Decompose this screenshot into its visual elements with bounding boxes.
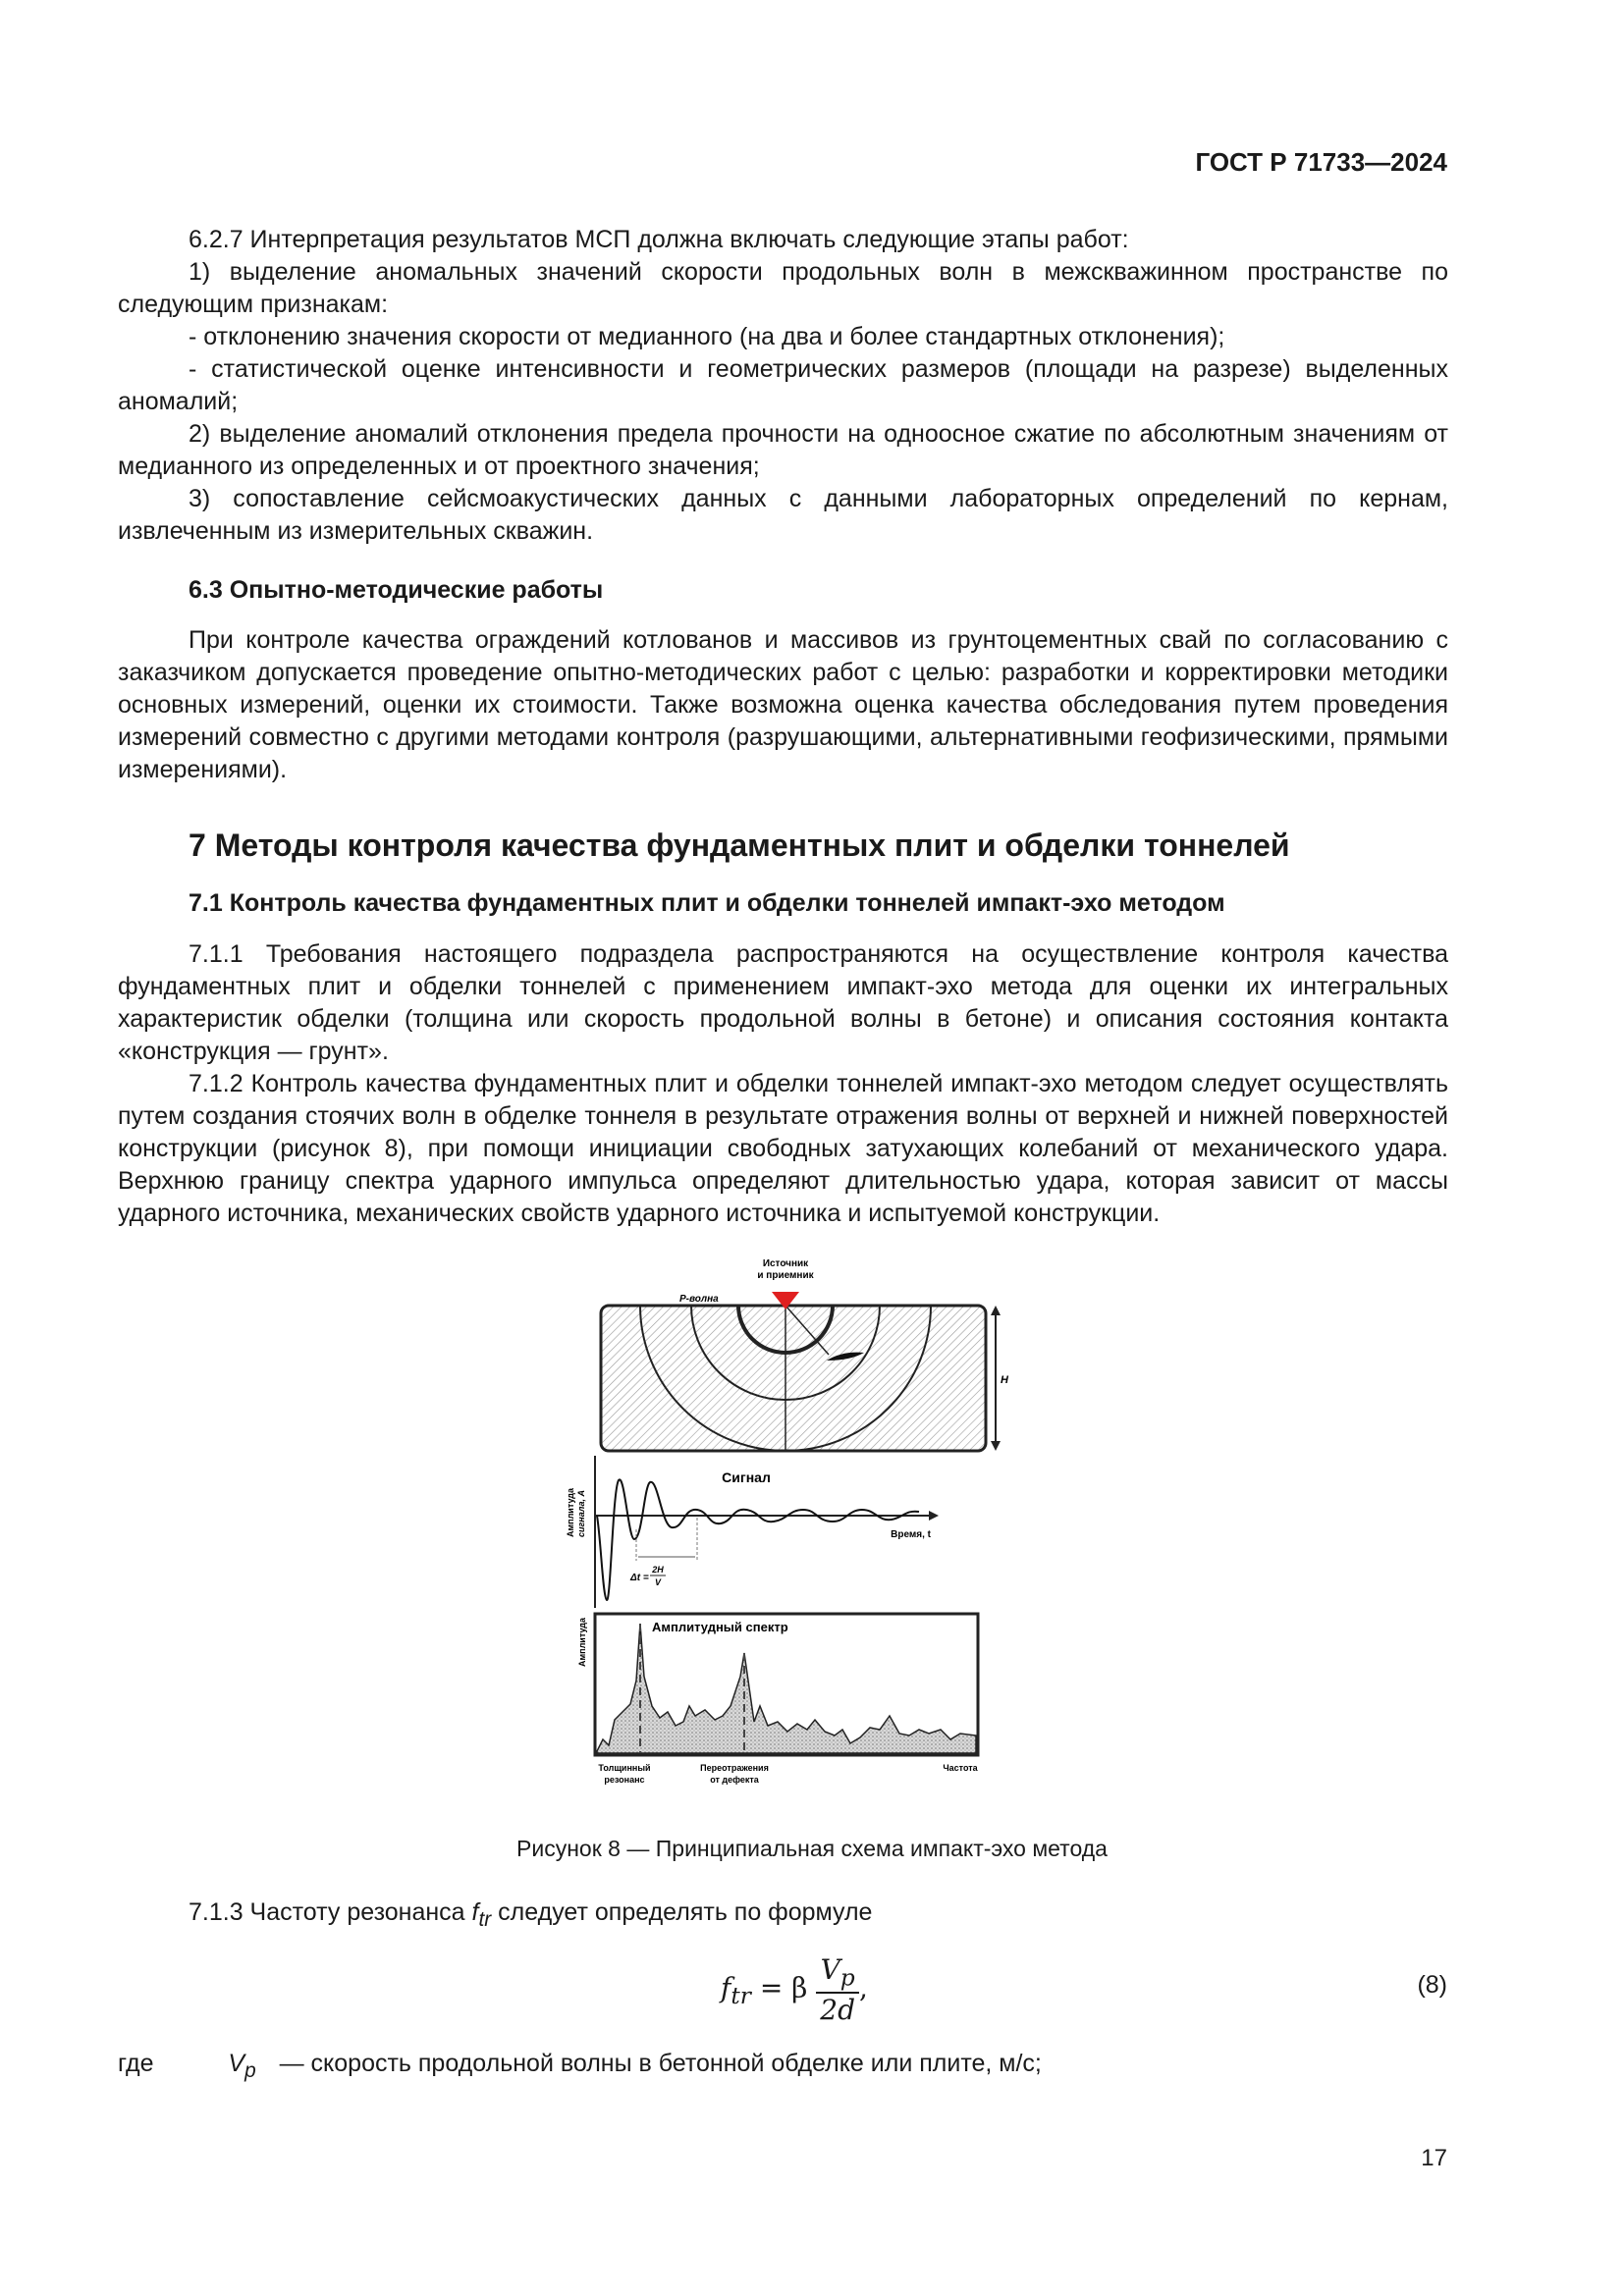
defect-label-line1: Переотражения	[700, 1763, 769, 1773]
defect-label-line2: от дефекта	[710, 1775, 759, 1785]
paragraph-627-bullet1: - отклонению значения скорости от медианного (на два и более стандартных отклонения);	[189, 323, 1225, 350]
paragraph-627-item3: 3) сопоставление сейсмоакустических данных с данными лабораторных определений по кернам, извлеченным из измерительных скважин.	[118, 485, 1448, 545]
paragraph-627-item2: 2) выделение аномалий отклонения предела прочности на одноосное сжатие по абсолютным значениям от медианного из определенных и от проектного значения;	[118, 420, 1448, 480]
section-7-heading: 7 Методы контроля качества фундаментных плит и обделки тоннелей	[189, 828, 1290, 863]
source-label-line2: и приемник	[757, 1270, 814, 1281]
where-variable-sub: p	[244, 2059, 256, 2082]
dt-label: Δt =	[630, 1573, 649, 1583]
where-description: — скорость продольной волны в бетонной обделке или плите, м/с;	[279, 2050, 1042, 2077]
formula-row	[0, 1953, 1624, 2026]
resonance-label-line2: резонанс	[604, 1775, 645, 1785]
equation-number: (8)	[1417, 1971, 1447, 1999]
resonance-label-line1: Толщинный	[598, 1763, 651, 1773]
p713-variable: f	[471, 1898, 479, 1926]
document-code: ГОСТ Р 71733—2024	[1195, 147, 1447, 177]
dt-numerator: 2H	[652, 1565, 664, 1575]
figure-caption: Рисунок 8 — Принципиальная схема импакт-эхо метода	[516, 1836, 1108, 1861]
page-number: 17	[1421, 2145, 1447, 2171]
where-definition	[118, 2050, 1042, 2083]
section-71-heading: 7.1 Контроль качества фундаментных плит и обделки тоннелей импакт-эхо методом	[189, 889, 1225, 917]
dt-denominator: V	[654, 1577, 662, 1587]
paragraph-712: 7.1.2 Контроль качества фундаментных плит и обделки тоннелей импакт-эхо методом следует осуществлять путем создания стоячих волн в обделке тоннеля в результате отражения волны от верхней и нижней поверхностей конструкции (рисунок 8), при помощи инициации свободных затухающих колебаний от механического удара. Верхнюю границу спектра ударного импульса определяют длительностью удара, которая зависит от массы ударного источника, механических свойств ударного источника и испытуемой конструкции.	[118, 1070, 1448, 1227]
signal-ylabel-line1: Амплитуда	[566, 1488, 575, 1537]
p-wave-label: P-волна	[679, 1294, 719, 1305]
paragraph-711: 7.1.1 Требования настоящего подраздела распространяются на осуществление контроля качества фундаментных плит и обделки тоннелей с применением импакт-эхо метода для оценки их интегральных характеристик обделки (толщина или скорость продольной волны в бетоне) и описания состояния контакта «конструкция — грунт».	[118, 940, 1448, 1065]
axis-arrow-icon	[929, 1511, 939, 1521]
thickness-label: H	[1001, 1374, 1008, 1386]
paragraph-713	[118, 1896, 1448, 1936]
formula-8	[721, 1953, 868, 2026]
spectrum-title: Амплитудный спектр	[652, 1620, 788, 1634]
p713-text-after: следует определять по формуле	[491, 1898, 873, 1926]
dimension-arrow-icon	[991, 1306, 1001, 1315]
dimension-arrow-icon	[991, 1441, 1001, 1451]
formula-tail: ,	[859, 1971, 868, 2004]
where-word: где	[118, 2050, 154, 2077]
formula-num-sub: p	[839, 1963, 855, 1992]
paragraph-627-bullet2: - статистической оценке интенсивности и геометрических размеров (площади на разрезе) выделенных аномалий;	[118, 355, 1448, 415]
p713-subscript: tr	[478, 1908, 492, 1931]
formula-numerator	[816, 1953, 859, 1994]
formula-lhs-sub: tr	[731, 1981, 751, 2009]
paragraph-63: При контроле качества ограждений котлованов и массивов из грунтоцементных свай по согласованию с заказчиком допускается проведение опытно-методических работ с целью: разработки и корректировки методики основных измерений, оценки их стоимости. Также возможна оценка качества обследования путем проведения измерений совместно с другими методами контроля (разрушающими, альтернативными геофизическими, прямыми измерениями).	[118, 626, 1448, 783]
signal-title: Сигнал	[722, 1469, 771, 1485]
signal-ylabel-line2: сигнала, A	[576, 1490, 586, 1537]
formula-num-var: V	[820, 1953, 840, 1986]
frequency-label: Частота	[943, 1763, 978, 1773]
source-label-line1: Источник	[762, 1258, 809, 1269]
time-label: Время, t	[891, 1529, 931, 1540]
formula-equals: = β	[759, 1971, 808, 2004]
paragraph-627-intro: 6.2.7 Интерпретация результатов МСП должна включать следующие этапы работ:	[189, 226, 1129, 253]
impact-echo-figure	[550, 1245, 1008, 1814]
p713-text-before: 7.1.3 Частоту резонанса	[189, 1898, 472, 1926]
where-variable: V	[228, 2050, 245, 2077]
spectrum-ylabel: Амплитуда	[577, 1618, 587, 1667]
spectrum-area	[597, 1624, 976, 1753]
formula-den-text: 2d	[820, 1993, 856, 2026]
paragraph-627-item1: 1) выделение аномальных значений скорости продольных волн в межскважинном пространстве по следующим признакам:	[118, 258, 1448, 318]
formula-fraction	[816, 1953, 859, 2026]
formula-lhs: f	[721, 1971, 731, 2004]
section-63-heading: 6.3 Опытно-методические работы	[189, 576, 604, 604]
formula-denominator	[816, 1994, 859, 2026]
